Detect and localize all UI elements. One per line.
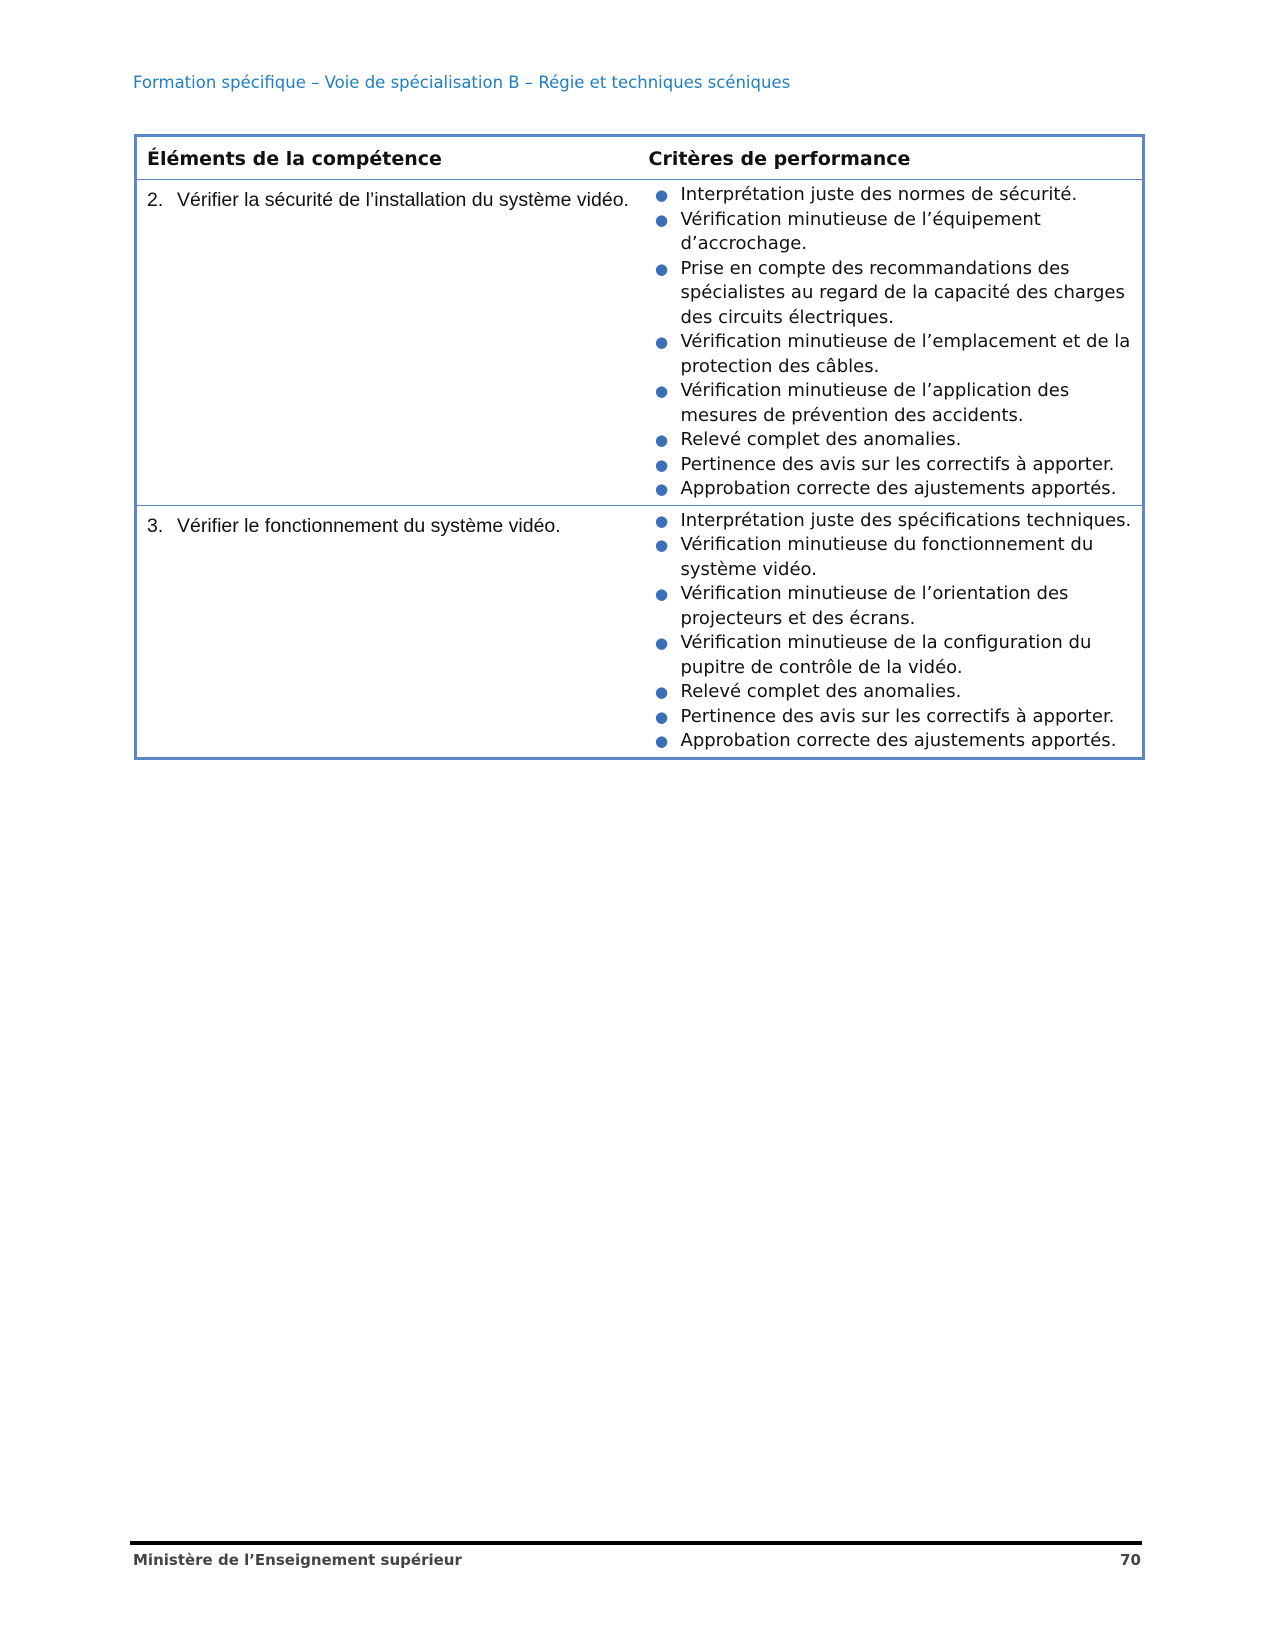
criterion-item: ● Vérification minutieuse de l’orientation des projecteurs et des écrans.: [643, 582, 1137, 631]
bullet-icon: ●: [654, 732, 669, 750]
bullet-icon: ●: [654, 511, 669, 530]
column-header-elements: Éléments de la compétence: [136, 136, 639, 180]
element-cell: [136, 505, 639, 758]
element-number: 3.: [147, 514, 164, 537]
element-number: 2.: [147, 189, 164, 211]
element-item: [147, 188, 631, 212]
criteria-list: [643, 183, 1137, 502]
element-text: Vérifier le fonctionnement du système vidéo.: [177, 514, 561, 537]
bullet-icon: ●: [654, 431, 669, 449]
criterion-item: ● Relevé complet des anomalies.: [643, 428, 1137, 453]
bullet-icon: ●: [654, 186, 669, 204]
running-header: Formation spécifique – Voie de spécialisation B – Régie et techniques scéniques: [133, 73, 791, 92]
criterion-item: ● Pertinence des avis sur les correctifs à apporter.: [643, 453, 1137, 478]
criterion-item: ● Pertinence des avis sur les correctifs à apporter.: [643, 705, 1137, 730]
table-row: [136, 180, 1144, 506]
criteria-list: [643, 509, 1137, 754]
element-item: [147, 514, 631, 538]
element-text: Vérifier la sécurité de l’installation du système vidéo.: [177, 189, 629, 211]
criterion-item: ● Vérification minutieuse de l’emplacement et de la protection des câbles.: [643, 330, 1137, 379]
bullet-icon: ●: [654, 683, 669, 701]
element-cell: [136, 180, 639, 506]
bullet-icon: ●: [654, 382, 669, 400]
bullet-icon: ●: [654, 536, 669, 554]
footer-publisher: Ministère de l’Enseignement supérieur: [133, 1551, 462, 1569]
criterion-item: ● Vérification minutieuse de l’équipement d’accrochage.: [643, 208, 1137, 257]
criteria-cell: [639, 180, 1144, 506]
criteria-cell: [639, 505, 1144, 758]
table-row: [136, 505, 1144, 758]
criterion-item: ● Vérification minutieuse du fonctionnement du système vidéo.: [643, 533, 1137, 582]
criterion-item: ● Prise en compte des recommandations des spécialistes au regard de la capacité des charges des circuits électriques.: [643, 257, 1137, 331]
bullet-icon: ●: [654, 333, 669, 351]
criterion-item: ● Relevé complet des anomalies.: [643, 680, 1137, 705]
bullet-icon: ●: [654, 455, 669, 474]
table-header-row: [136, 136, 1144, 180]
bullet-icon: ●: [654, 210, 669, 229]
bullet-icon: ●: [654, 707, 669, 726]
bullet-icon: ●: [654, 634, 669, 652]
footer-divider: [130, 1541, 1142, 1545]
column-header-criteria: Critères de performance: [639, 136, 1144, 180]
criterion-item: ● Vérification minutieuse de l’application des mesures de prévention des accidents.: [643, 379, 1137, 428]
page-number: 70: [1120, 1551, 1141, 1569]
criterion-item: ● Vérification minutieuse de la configuration du pupitre de contrôle de la vidéo.: [643, 631, 1137, 680]
criterion-item: ● Interprétation juste des normes de sécurité.: [643, 183, 1137, 208]
criterion-item: ● Interprétation juste des spécifications techniques.: [643, 509, 1137, 534]
competence-table: [134, 134, 1145, 760]
bullet-icon: ●: [654, 480, 669, 498]
criterion-item: ● Approbation correcte des ajustements apportés.: [643, 477, 1137, 502]
bullet-icon: ●: [654, 259, 669, 278]
criterion-item: ● Approbation correcte des ajustements apportés.: [643, 729, 1137, 754]
bullet-icon: ●: [654, 585, 669, 603]
